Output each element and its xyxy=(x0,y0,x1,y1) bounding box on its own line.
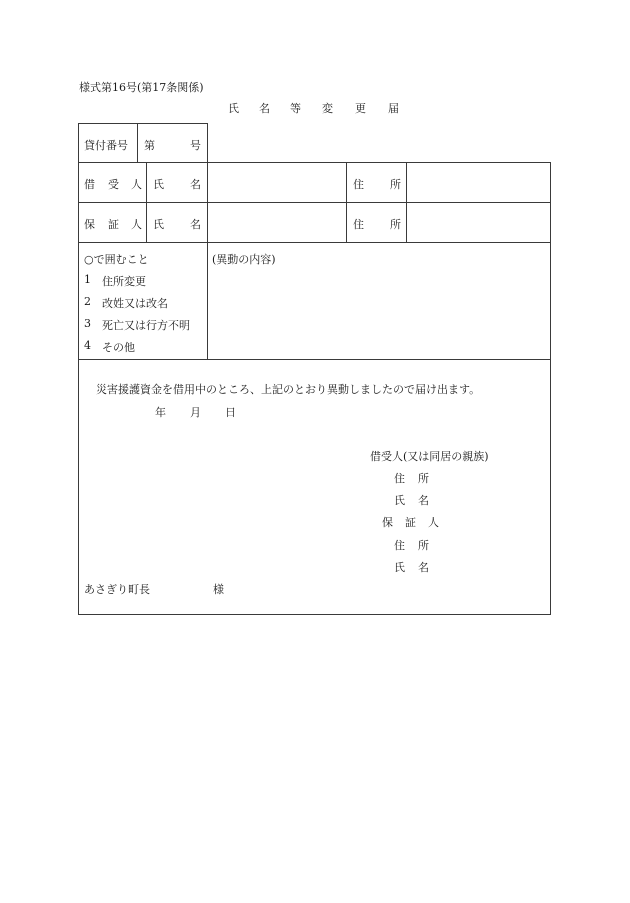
label-char: 名 xyxy=(418,494,429,507)
date-month: 月 xyxy=(190,406,201,419)
guarantor-address-field[interactable] xyxy=(407,203,550,242)
label-char: 氏 xyxy=(394,494,405,507)
declaration-statement: 災害援護資金を借用中のところ、上記のとおり異動しましたので届け出ます。 xyxy=(96,383,481,396)
label-char: 住 xyxy=(353,218,364,231)
table-rule xyxy=(146,162,147,242)
label-char: 名 xyxy=(190,178,201,191)
label-char: 氏 xyxy=(153,218,164,231)
label-char: 証 xyxy=(405,516,416,529)
option-number: 4 xyxy=(84,339,91,352)
borrower-name-field[interactable] xyxy=(208,163,346,202)
table-rule xyxy=(346,162,347,242)
table-rule xyxy=(137,123,138,162)
label-char: 所 xyxy=(390,178,401,191)
loan-number-prefix: 第 xyxy=(144,139,155,152)
label-char: 保 xyxy=(84,218,95,231)
option-number: 3 xyxy=(84,317,91,330)
table-rule xyxy=(78,123,208,124)
title-char: 氏 xyxy=(228,102,239,115)
label-char: 人 xyxy=(131,178,142,191)
label-char: 人 xyxy=(131,218,142,231)
form-number: 様式第16号(第17条関係) xyxy=(79,81,204,94)
signer-borrower-heading: 借受人(又は同居の親族) xyxy=(370,450,489,463)
change-content-label: (異動の内容) xyxy=(212,253,276,266)
addressee-name: あさぎり町長 xyxy=(84,583,150,596)
option-number: 2 xyxy=(84,295,91,308)
label-char: 借 xyxy=(84,178,95,191)
label-char: 所 xyxy=(418,539,429,552)
borrower-address-field[interactable] xyxy=(407,163,550,202)
loan-number-label: 貸付番号 xyxy=(84,139,128,152)
label-char: 所 xyxy=(418,472,429,485)
table-rule xyxy=(78,123,79,614)
title-char: 名 xyxy=(259,102,270,115)
label-char: 名 xyxy=(418,561,429,574)
label-char: 氏 xyxy=(394,561,405,574)
option-text: 改姓又は改名 xyxy=(102,297,168,310)
label-char: 住 xyxy=(353,178,364,191)
table-rule xyxy=(550,162,551,614)
label-char: 保 xyxy=(382,516,393,529)
loan-number-suffix: 号 xyxy=(190,139,201,152)
table-rule xyxy=(78,614,551,615)
label-char: 受 xyxy=(108,178,119,191)
label-char: 所 xyxy=(390,218,401,231)
table-rule xyxy=(78,359,551,360)
title-char: 届 xyxy=(388,102,399,115)
label-char: 住 xyxy=(394,472,405,485)
label-char: 氏 xyxy=(153,178,164,191)
label-char: 住 xyxy=(394,539,405,552)
change-instruction: ○で囲むこと xyxy=(84,253,149,266)
label-char: 人 xyxy=(428,516,439,529)
option-text: 死亡又は行方不明 xyxy=(102,319,190,332)
option-text: 住所変更 xyxy=(102,275,146,288)
title-char: 更 xyxy=(355,102,366,115)
option-text: その他 xyxy=(102,341,135,354)
option-number: 1 xyxy=(84,273,91,286)
title-char: 変 xyxy=(322,102,333,115)
title-char: 等 xyxy=(290,102,301,115)
date-year: 年 xyxy=(155,406,166,419)
addressee-honorific: 様 xyxy=(213,583,224,596)
date-day: 日 xyxy=(225,406,236,419)
change-content-field[interactable] xyxy=(208,265,550,358)
label-char: 証 xyxy=(108,218,119,231)
table-rule xyxy=(78,242,551,243)
guarantor-name-field[interactable] xyxy=(208,203,346,242)
label-char: 名 xyxy=(190,218,201,231)
